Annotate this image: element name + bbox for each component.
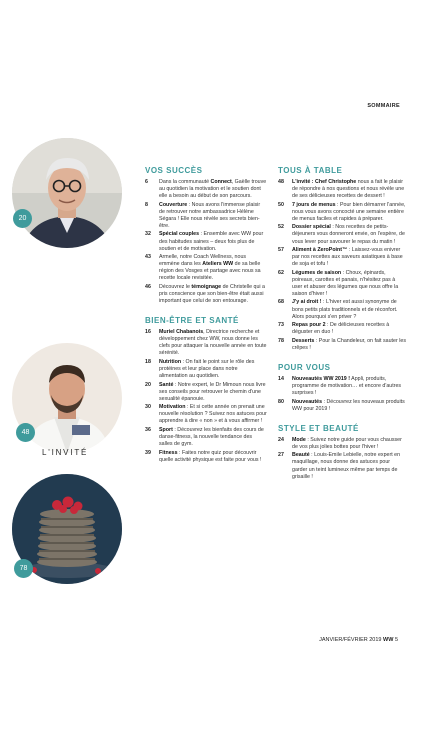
entry-description bbox=[292, 322, 406, 336]
page-badge: 20 bbox=[13, 209, 32, 228]
entry-description bbox=[159, 450, 267, 464]
guest-caption: L'INVITÉ bbox=[42, 448, 89, 457]
entry-page-number: 6 bbox=[145, 179, 148, 185]
toc-entry[interactable] bbox=[278, 179, 406, 200]
entry-text-post: : Notre expert, le Dr Mimoun nous livre ses conseils pour retrouver le chemin d'une sexualité épanouie. bbox=[159, 381, 266, 402]
entry-topic: Dossier spécial bbox=[292, 224, 331, 231]
section-title: POUR VOUS bbox=[278, 362, 331, 372]
entry-text-post: : On fait le point sur le rôle des protéines et leur place dans notre alimentation au quotidien. bbox=[159, 358, 255, 380]
entry-topic: Couverture bbox=[159, 201, 188, 208]
entry-text-post: : Choux, épinards, poireaux, carottes et panais, n'hésitez pas à user et abuser des légumes que nous offre la saison d'hiver ! bbox=[292, 269, 399, 297]
page-badge: 48 bbox=[16, 423, 35, 442]
entry-page-number: 68 bbox=[278, 299, 284, 306]
entry-list bbox=[278, 437, 406, 481]
chef-portrait-illustration bbox=[12, 138, 122, 248]
entry-topic: Repas pour 2 bbox=[292, 322, 326, 329]
entry-topic: Santé bbox=[159, 381, 174, 388]
entry-description bbox=[292, 270, 406, 298]
entry-list bbox=[278, 179, 406, 352]
entry-description bbox=[159, 359, 267, 380]
entry-page-number: 50 bbox=[278, 201, 284, 208]
entry-topic: Beauté bbox=[292, 452, 310, 459]
entry-text-pre: Découvrez le bbox=[159, 283, 192, 290]
entry-description bbox=[292, 247, 406, 268]
section-title: BIEN-ÊTRE ET SANTÉ bbox=[145, 316, 239, 326]
entry-list bbox=[145, 179, 267, 305]
toc-entry[interactable] bbox=[145, 450, 267, 464]
toc-right-column bbox=[278, 166, 406, 492]
toc-entry[interactable] bbox=[145, 329, 267, 357]
entry-description bbox=[292, 399, 406, 413]
entry-page-number: 43 bbox=[145, 254, 151, 261]
entry-page-number: 16 bbox=[145, 329, 151, 336]
page-footer bbox=[319, 637, 398, 643]
toc-entry[interactable] bbox=[278, 452, 406, 480]
entry-description bbox=[159, 382, 267, 403]
entry-text-post: : Nos recettes de petits-déjeuners vous donneront envie, on l'espère, de vous lever pour savourer le repas du matin ! bbox=[292, 224, 405, 245]
section-title: TOUS À TABLE bbox=[278, 166, 343, 175]
entry-page-number: 20 bbox=[145, 381, 151, 388]
entry-page-number: 80 bbox=[278, 398, 284, 405]
entry-text-post: de Christelle qui a pris conscience que son bien-être était aussi important que celui de son entourage. bbox=[159, 283, 265, 305]
entry-text-post: , Directrice recherche et développement chez WW, nous donne les clefs pour attaquer la nouvelle année en toute sérénité. bbox=[159, 329, 267, 357]
entry-text-post: , Gaëlle trouve au quotidien la motivation et le soutien dont elle a besoin au début de son parcours. bbox=[159, 179, 267, 200]
section-pour-vous bbox=[278, 363, 406, 413]
entry-topic: Muriel Chabanois bbox=[159, 329, 204, 336]
toc-entry[interactable] bbox=[145, 382, 267, 403]
section-label: SOMMAIRE bbox=[367, 103, 400, 109]
page-badge: 78 bbox=[14, 559, 33, 578]
entry-description bbox=[292, 299, 406, 320]
entry-page-number: 52 bbox=[278, 224, 284, 231]
entry-text-post: Appli, produits, programme de motivation… et encore d'autres surprises ! bbox=[292, 375, 402, 397]
entry-page-number: 46 bbox=[145, 283, 151, 290]
issue-date: JANVIER/FÉVRIER 2019 bbox=[319, 637, 382, 643]
entry-description bbox=[292, 452, 406, 480]
toc-left-column bbox=[145, 166, 267, 475]
entry-description bbox=[292, 437, 406, 451]
entry-topic: Aliment à ZeroPoint™ bbox=[292, 247, 348, 254]
entry-text-pre: Dans la communauté bbox=[159, 179, 211, 185]
entry-description bbox=[292, 338, 406, 352]
entry-topic: Nutrition bbox=[159, 358, 182, 365]
entry-topic: Mode bbox=[292, 436, 306, 443]
entry-text-post: : L'hiver est aussi synonyme de bons petits plats traditionnels et de réconfort. Alors pourquoi s'en priver ? bbox=[292, 299, 398, 320]
entry-text-post: : Faites notre quiz pour découvrir quelle activité physique est faite pour vous ! bbox=[159, 449, 262, 463]
entry-text-post: : Pour bien démarrer l'année, nous vous avons concocté une semaine entière de menus faciles et rapides à préparer. bbox=[292, 201, 406, 222]
toc-entry[interactable] bbox=[145, 284, 267, 305]
entry-description bbox=[159, 329, 267, 357]
entry-text-post: de sa belle région des Vosges et partage avec nous sa recette locale revisitée. bbox=[159, 261, 261, 282]
toc-entry[interactable] bbox=[145, 404, 267, 425]
entry-page-number: 8 bbox=[145, 201, 148, 208]
toc-entry[interactable] bbox=[145, 427, 267, 448]
entry-text-post: : Louis-Emile Lebielle, notre expert en maquillage, nous donne des astuces pour garder un teint lumineux même par temps de grisaille ! bbox=[292, 452, 401, 480]
entry-topic: Fitness bbox=[159, 449, 178, 456]
entry-description bbox=[292, 224, 406, 245]
entry-topic: Spécial couples bbox=[159, 231, 200, 238]
entry-text-post: : Nous avons l'immense plaisir de retrouver notre ambassadrice Hélène Ségara ! Elle nous révèle ses secrets bien-être. bbox=[159, 201, 261, 229]
brand-name: WW bbox=[383, 637, 394, 643]
entry-text-post: : Découvrez les bienfaits des cours de danse-fitness, la nouvelle tendance des salles de gym. bbox=[159, 426, 264, 448]
entry-topic: Légumes de saison bbox=[292, 269, 342, 276]
section-title: VOS SUCCÈS bbox=[145, 166, 203, 175]
entry-page-number: 73 bbox=[278, 322, 284, 329]
entry-description bbox=[159, 254, 267, 282]
entry-page-number: 24 bbox=[278, 436, 284, 443]
section-style-beaute bbox=[278, 424, 406, 481]
entry-description bbox=[292, 179, 406, 200]
entry-page-number: 62 bbox=[278, 269, 284, 276]
entry-topic: Nouveautés WW 2019 ! bbox=[292, 375, 350, 382]
toc-entry[interactable] bbox=[278, 202, 406, 223]
entry-page-number: 30 bbox=[145, 404, 151, 411]
toc-entry[interactable] bbox=[278, 299, 406, 320]
entry-topic: L'invité : Chef Christophe bbox=[292, 179, 357, 185]
toc-entry[interactable] bbox=[278, 338, 406, 352]
entry-text-post: : Et si cette année on prenait une nouvelle résolution ? Suivez nos astuces pour apprendre à dire « non » et à vous affirmer ! bbox=[159, 404, 267, 425]
entry-topic: 7 jours de menus bbox=[292, 201, 336, 208]
entry-text-pre: Armelle, notre Coach Wellness, nous emmène dans les bbox=[159, 254, 247, 268]
entry-topic: témoignage bbox=[191, 283, 222, 290]
entry-description bbox=[159, 231, 267, 252]
toc-entry[interactable] bbox=[145, 202, 267, 230]
toc-entry[interactable] bbox=[278, 224, 406, 245]
entry-topic: Motivation bbox=[159, 404, 186, 411]
entry-description bbox=[159, 404, 267, 425]
entry-page-number: 14 bbox=[278, 375, 284, 382]
entry-topic: Desserts bbox=[292, 337, 315, 344]
entry-page-number: 57 bbox=[278, 247, 284, 254]
toc-entry[interactable] bbox=[145, 231, 267, 252]
entry-description bbox=[159, 179, 267, 200]
entry-description bbox=[159, 202, 267, 230]
page-number: 5 bbox=[394, 637, 398, 643]
toc-entry[interactable] bbox=[145, 254, 267, 282]
entry-page-number: 48 bbox=[278, 179, 284, 185]
section-tous-a-table bbox=[278, 166, 406, 352]
entry-page-number: 18 bbox=[145, 358, 151, 365]
section-title: STYLE ET BEAUTÉ bbox=[278, 423, 359, 433]
entry-text-post: : Pour la Chandeleur, on fait sauter les crêpes ! bbox=[292, 337, 406, 351]
entry-description bbox=[159, 427, 267, 448]
toc-entry[interactable] bbox=[278, 437, 406, 451]
entry-page-number: 78 bbox=[278, 337, 284, 344]
entry-topic: Ateliers WW bbox=[202, 261, 234, 268]
entry-description bbox=[292, 202, 406, 223]
chef-portrait-photo bbox=[12, 138, 122, 248]
entry-list bbox=[145, 329, 267, 464]
toc-entry[interactable] bbox=[278, 270, 406, 298]
toc-entry[interactable] bbox=[145, 179, 267, 200]
entry-description bbox=[292, 376, 406, 397]
entry-topic: Sport bbox=[159, 426, 173, 433]
entry-page-number: 32 bbox=[145, 231, 151, 238]
entry-page-number: 36 bbox=[145, 426, 151, 433]
section-vos-succes bbox=[145, 166, 267, 305]
entry-text-post: : De délicieuses recettes à déguster en duo ! bbox=[292, 322, 390, 336]
entry-list bbox=[278, 376, 406, 413]
toc-entry[interactable] bbox=[278, 322, 406, 336]
entry-description bbox=[159, 284, 267, 305]
entry-text-post: : Découvrez les nouveaux produits WW pour 2019 ! bbox=[292, 398, 405, 412]
entry-text-post: : Suivez notre guide pour vous chausser de vos plus jolies bottes pour l'hiver ! bbox=[292, 436, 402, 450]
entry-page-number: 39 bbox=[145, 449, 151, 456]
entry-text-post: : Laissez-vous enivrer par nos recettes aux saveurs asiatiques à base de soja et tofu ! bbox=[292, 247, 403, 268]
entry-topic: Connect bbox=[210, 179, 232, 185]
toc-entry[interactable] bbox=[278, 376, 406, 397]
entry-text-post: nous a fait le plaisir de répondre à nos questions et nous révèle une de ses délicieuses recettes de dessert ! bbox=[292, 179, 405, 200]
entry-page-number: 27 bbox=[278, 452, 284, 459]
toc-entry[interactable] bbox=[278, 247, 406, 268]
toc-entry[interactable] bbox=[278, 399, 406, 413]
section-bien-etre bbox=[145, 316, 267, 464]
entry-topic: J'y ai droit ! bbox=[292, 299, 322, 306]
entry-text-post: : Ensemble avec WW pour des habitudes saines – deux fois plus de soutien et de motivation. bbox=[159, 231, 264, 252]
entry-topic: Nouveautés bbox=[292, 398, 323, 405]
toc-entry[interactable] bbox=[145, 359, 267, 380]
